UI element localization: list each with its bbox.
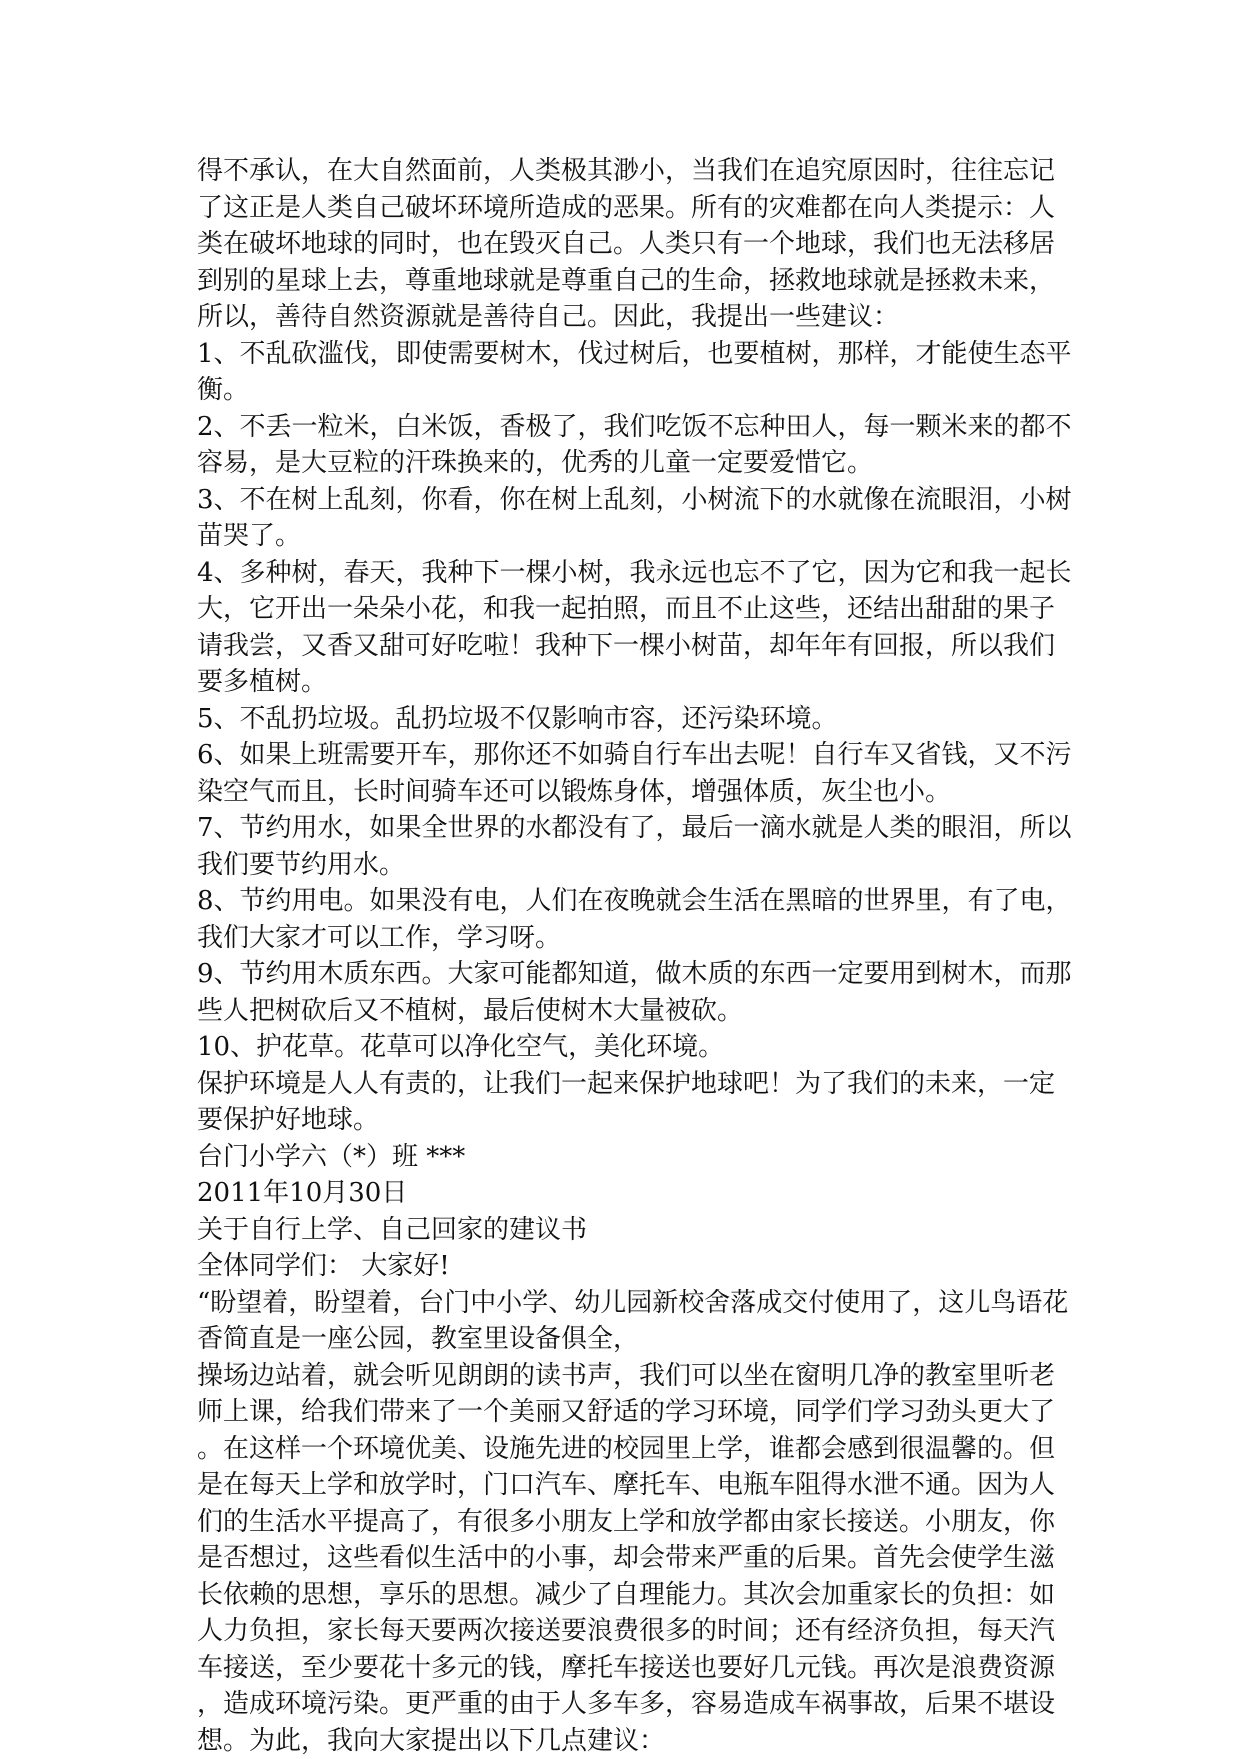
text-line: 类在破坏地球的同时，也在毁灭自己。人类只有一个地球，我们也无法移居 bbox=[197, 226, 1037, 263]
text-line: 容易，是大豆粒的汗珠换来的，优秀的儿童一定要爱惜它。 bbox=[197, 445, 1037, 482]
text-line: ，造成环境污染。更严重的由于人多车多，容易造成车祸事故，后果不堪设 bbox=[197, 1686, 1037, 1723]
text-line: 是否想过，这些看似生活中的小事，却会带来严重的后果。首先会使学生滋 bbox=[197, 1540, 1037, 1577]
text-line: 想。为此，我向大家提出以下几点建议： bbox=[197, 1723, 1037, 1759]
text-line: 香简直是一座公园，教室里设备俱全， bbox=[197, 1321, 1037, 1358]
text-line: 2、不丢一粒米，白米饭，香极了，我们吃饭不忘种田人，每一颗米来的都不 bbox=[197, 409, 1037, 446]
text-line: 了这正是人类自己破坏环境所造成的恶果。所有的灾难都在向人类提示：人 bbox=[197, 190, 1037, 227]
text-line: 苗哭了。 bbox=[197, 518, 1037, 555]
text-line: 4、多种树，春天，我种下一棵小树，我永远也忘不了它，因为它和我一起长 bbox=[197, 555, 1037, 592]
salutation-line: 全体同学们： 大家好! bbox=[197, 1248, 1037, 1285]
text-line: 衡。 bbox=[197, 372, 1037, 409]
section-title: 关于自行上学、自己回家的建议书 bbox=[197, 1212, 1037, 1249]
text-line: 请我尝，又香又甜可好吃啦！我种下一棵小树苗，却年年有回报，所以我们 bbox=[197, 628, 1037, 665]
text-line: 得不承认，在大自然面前，人类极其渺小，当我们在追究原因时，往往忘记 bbox=[197, 153, 1037, 190]
text-line: 3、不在树上乱刻，你看，你在树上乱刻，小树流下的水就像在流眼泪，小树 bbox=[197, 482, 1037, 519]
text-line: 要多植树。 bbox=[197, 664, 1037, 701]
text-line: 5、不乱扔垃圾。乱扔垃圾不仅影响市容，还污染环境。 bbox=[197, 701, 1037, 738]
text-line: 到别的星球上去，尊重地球就是尊重自己的生命，拯救地球就是拯救未来， bbox=[197, 263, 1037, 300]
text-line: 6、如果上班需要开车，那你还不如骑自行车出去呢！自行车又省钱，又不污 bbox=[197, 737, 1037, 774]
text-line: 所以，善待自然资源就是善待自己。因此，我提出一些建议： bbox=[197, 299, 1037, 336]
text-line: 我们要节约用水。 bbox=[197, 847, 1037, 884]
text-line: 操场边站着，就会听见朗朗的读书声，我们可以坐在窗明几净的教室里听老 bbox=[197, 1358, 1037, 1395]
text-line: 9、节约用木质东西。大家可能都知道，做木质的东西一定要用到树木，而那 bbox=[197, 956, 1037, 993]
text-line: 人力负担，家长每天要两次接送要浪费很多的时间；还有经济负担，每天汽 bbox=[197, 1613, 1037, 1650]
text-line: 车接送，至少要花十多元的钱，摩托车接送也要好几元钱。再次是浪费资源 bbox=[197, 1650, 1037, 1687]
signature-line: 台门小学六（*）班 *** bbox=[197, 1139, 1037, 1176]
text-line: 我们大家才可以工作，学习呀。 bbox=[197, 920, 1037, 957]
text-line: 10、护花草。花草可以净化空气，美化环境。 bbox=[197, 1029, 1037, 1066]
text-line: “盼望着，盼望着，台门中小学、幼儿园新校舍落成交付使用了，这儿鸟语花 bbox=[197, 1285, 1037, 1322]
text-line: 保护环境是人人有责的，让我们一起来保护地球吧！为了我们的未来，一定 bbox=[197, 1066, 1037, 1103]
text-line: 些人把树砍后又不植树，最后使树木大量被砍。 bbox=[197, 993, 1037, 1030]
text-line: 大，它开出一朵朵小花，和我一起拍照，而且不止这些，还结出甜甜的果子 bbox=[197, 591, 1037, 628]
text-line: 要保护好地球。 bbox=[197, 1102, 1037, 1139]
text-line: 是在每天上学和放学时，门口汽车、摩托车、电瓶车阻得水泄不通。因为人 bbox=[197, 1467, 1037, 1504]
text-line: 1、不乱砍滥伐，即使需要树木，伐过树后，也要植树，那样，才能使生态平 bbox=[197, 336, 1037, 373]
document-body bbox=[197, 153, 1037, 1759]
date-line: 2011年10月30日 bbox=[197, 1175, 1037, 1212]
text-line: 长依赖的思想，享乐的思想。减少了自理能力。其次会加重家长的负担：如 bbox=[197, 1577, 1037, 1614]
text-line: 师上课，给我们带来了一个美丽又舒适的学习环境，同学们学习劲头更大了 bbox=[197, 1394, 1037, 1431]
text-line: 8、节约用电。如果没有电，人们在夜晚就会生活在黑暗的世界里，有了电， bbox=[197, 883, 1037, 920]
text-line: 。在这样一个环境优美、设施先进的校园里上学，谁都会感到很温馨的。但 bbox=[197, 1431, 1037, 1468]
text-line: 们的生活水平提高了，有很多小朋友上学和放学都由家长接送。小朋友，你 bbox=[197, 1504, 1037, 1541]
text-line: 7、节约用水，如果全世界的水都没有了，最后一滴水就是人类的眼泪，所以 bbox=[197, 810, 1037, 847]
text-line: 染空气而且，长时间骑车还可以锻炼身体，增强体质，灰尘也小。 bbox=[197, 774, 1037, 811]
